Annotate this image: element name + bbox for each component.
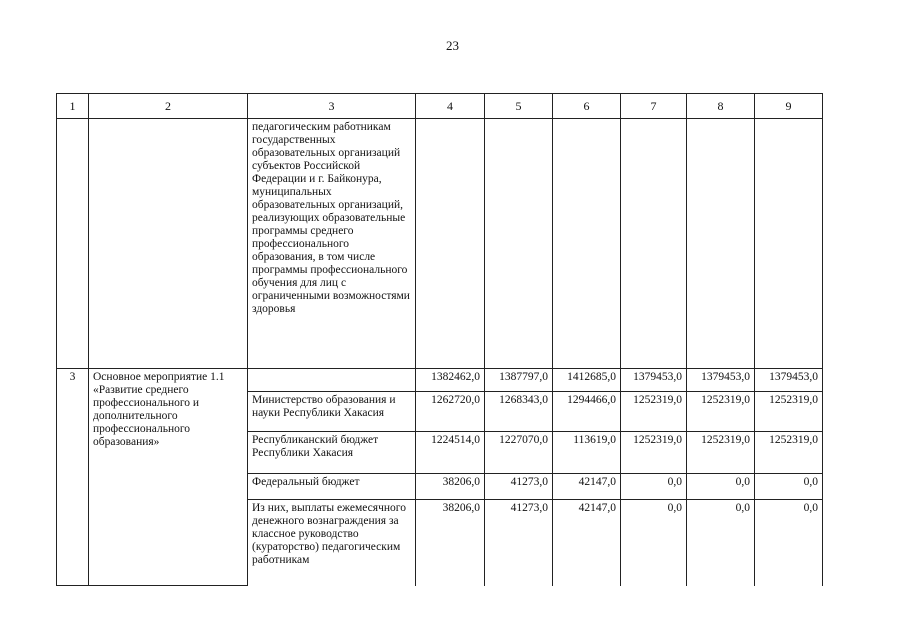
value-cell: 1379453,0 bbox=[687, 369, 755, 392]
table-header-row bbox=[57, 94, 823, 119]
value-cell: 0,0 bbox=[621, 500, 687, 586]
header-cell: 9 bbox=[755, 94, 823, 119]
value-cell: 1387797,0 bbox=[485, 369, 553, 392]
value-cell: 1294466,0 bbox=[553, 392, 621, 432]
row-number: 3 bbox=[57, 369, 89, 586]
budget-table bbox=[56, 93, 823, 586]
value-cell: 38206,0 bbox=[416, 500, 485, 586]
value-cell: 1262720,0 bbox=[416, 392, 485, 432]
row-label: Из них, выплаты ежемесячного денежного вознаграждения за классное руководство (кураторство) педагогическим работникам bbox=[248, 500, 416, 586]
value-cell: 0,0 bbox=[755, 474, 823, 500]
header-cell: 3 bbox=[248, 94, 416, 119]
header-cell: 5 bbox=[485, 94, 553, 119]
value-cell: 1382462,0 bbox=[416, 369, 485, 392]
header-cell: 4 bbox=[416, 94, 485, 119]
table-row bbox=[57, 369, 823, 392]
value-cell: 41273,0 bbox=[485, 474, 553, 500]
value-cell: 1224514,0 bbox=[416, 432, 485, 474]
measure-title: Основное мероприятие 1.1 «Развитие среднего профессионального и дополнительного профессионального образования» bbox=[89, 369, 248, 586]
value-cell: 113619,0 bbox=[553, 432, 621, 474]
value-cell: 1268343,0 bbox=[485, 392, 553, 432]
value-cell: 1252319,0 bbox=[755, 432, 823, 474]
value-cell: 1252319,0 bbox=[687, 392, 755, 432]
page-number: 23 bbox=[446, 38, 459, 53]
header-cell: 2 bbox=[89, 94, 248, 119]
value-cell: 1252319,0 bbox=[621, 432, 687, 474]
value-cell: 42147,0 bbox=[553, 474, 621, 500]
value-cell: 0,0 bbox=[621, 474, 687, 500]
row-label: Республиканский бюджет Республики Хакасия bbox=[248, 432, 416, 474]
value-cell: 1379453,0 bbox=[621, 369, 687, 392]
value-cell: 38206,0 bbox=[416, 474, 485, 500]
value-cell: 42147,0 bbox=[553, 500, 621, 586]
value-cell: 41273,0 bbox=[485, 500, 553, 586]
value-cell: 1252319,0 bbox=[755, 392, 823, 432]
value-cell: 0,0 bbox=[755, 500, 823, 586]
value-cell: 1252319,0 bbox=[621, 392, 687, 432]
table-row bbox=[57, 119, 823, 369]
value-cell: 1227070,0 bbox=[485, 432, 553, 474]
row-label: Министерство образования и науки Республики Хакасия bbox=[248, 392, 416, 432]
row-label: Федеральный бюджет bbox=[248, 474, 416, 500]
header-cell: 1 bbox=[57, 94, 89, 119]
value-cell: 1412685,0 bbox=[553, 369, 621, 392]
row-label bbox=[248, 369, 416, 392]
header-cell: 7 bbox=[621, 94, 687, 119]
header-cell: 8 bbox=[687, 94, 755, 119]
header-cell: 6 bbox=[553, 94, 621, 119]
value-cell: 0,0 bbox=[687, 474, 755, 500]
value-cell: 1379453,0 bbox=[755, 369, 823, 392]
row-description: педагогическим работникам государственных образовательных организаций субъектов Российской Федерации и г. Байконура, муниципальных образовательных организаций, реализующих образовательные программы среднего профессионального образования, в том числе программы профессионального обучения для лиц с ограниченными возможностями здоровья bbox=[248, 119, 416, 369]
value-cell: 0,0 bbox=[687, 500, 755, 586]
value-cell: 1252319,0 bbox=[687, 432, 755, 474]
